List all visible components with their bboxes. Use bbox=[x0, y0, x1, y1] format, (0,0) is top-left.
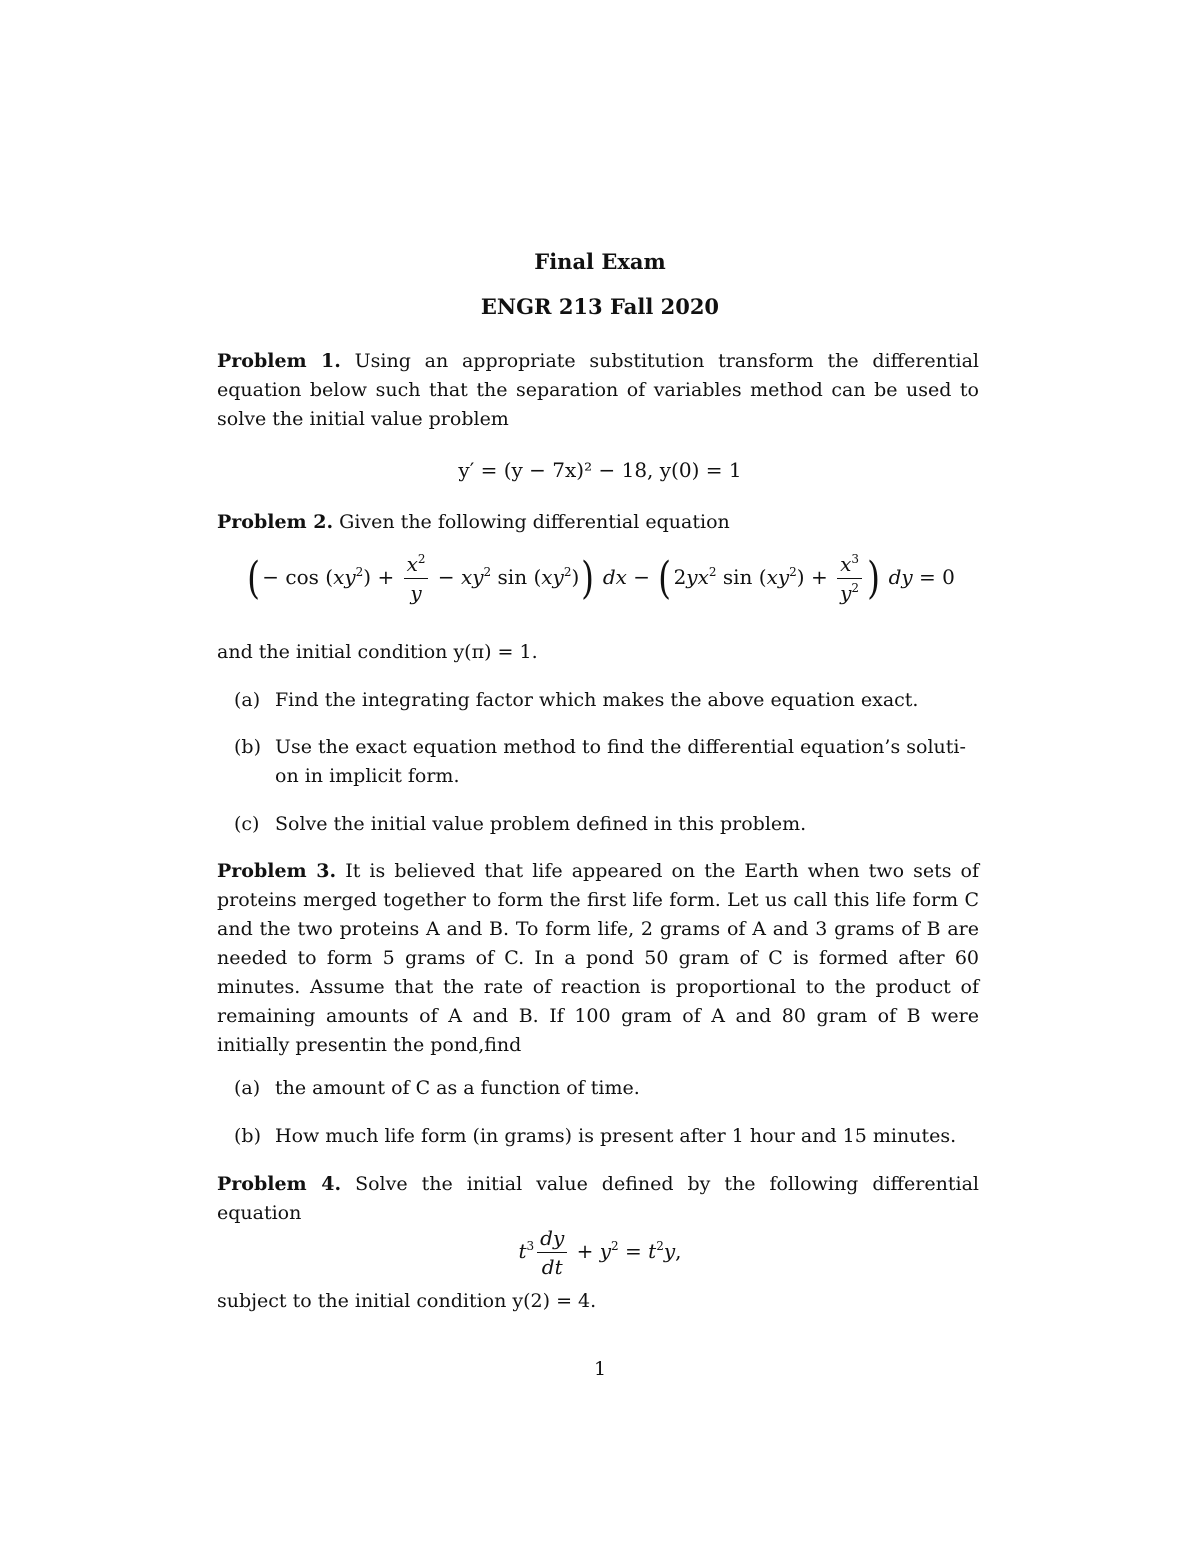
problem-1-body: Using an appropriate substitution transform the differential equation below such that the separation of variables method can be used to solve the initial value problem bbox=[217, 350, 979, 430]
item-label: (b) bbox=[234, 1125, 261, 1147]
problem-2-item-b bbox=[234, 733, 979, 791]
item-label: (a) bbox=[234, 1077, 261, 1099]
problem-1-label: Problem 1. bbox=[217, 350, 341, 372]
problem-2-condition: and the initial condition y(π) = 1. bbox=[217, 641, 538, 663]
problem-4-equation: $t^3$ $\frac{dy}{dt}$ + $y^2 = t^2y$, bbox=[518, 1226, 682, 1279]
problem-4-label: Problem 4. bbox=[217, 1173, 342, 1195]
item-label: (a) bbox=[234, 689, 261, 711]
item-text: the amount of C as a function of time. bbox=[275, 1077, 640, 1099]
problem-2-item-a bbox=[234, 686, 979, 715]
problem-4-condition: subject to the initial condition y(2) = 4. bbox=[217, 1290, 597, 1312]
problem-3-body: It is believed that life appeared on the Earth when two sets of proteins merged together to form the first life form. Let us call this life form C and the two proteins A and B. To form life, 2 grams of A and 3 grams of B are needed to form 5 grams of C. In a pond 50 gram of C is formed after 60 minutes. Assume that the rate of reaction is proportional to the product of remaining amounts of A and B. If 100 gram of A and 80 gram of B were initially presentin the pond,find bbox=[217, 860, 979, 1056]
item-label: (c) bbox=[234, 813, 260, 835]
item-text: Find the integrating factor which makes the above equation exact. bbox=[275, 689, 919, 711]
course-title: ENGR 213 Fall 2020 bbox=[480, 294, 720, 319]
problem-4-text bbox=[217, 1170, 979, 1228]
exam-title: Final Exam bbox=[534, 249, 666, 274]
problem-4-body: Solve the initial value defined by the following differential equation bbox=[217, 1173, 979, 1224]
item-text: Use the exact equation method to find the differential equation’s soluti-on in implicit form. bbox=[275, 736, 966, 787]
problem-2-label: Problem 2. bbox=[217, 511, 334, 533]
item-text: Solve the initial value problem defined in this problem. bbox=[275, 813, 807, 835]
problem-3-label: Problem 3. bbox=[217, 860, 337, 882]
problem-2-equation: ( − $\cos (xy^2)$ + $\frac{x^2}{y}$ − $xy^2$ $\sin (xy^2)$) dx − ( $2yx^2$ $\sin (xy^2)$ + $\frac{x^3}{y^2}$ ) dy = 0 bbox=[247, 552, 955, 605]
problem-2-text bbox=[217, 508, 979, 537]
problem-3-text bbox=[217, 857, 979, 1060]
page-number: 1 bbox=[593, 1358, 607, 1380]
item-label: (b) bbox=[234, 736, 261, 758]
problem-1-text bbox=[217, 347, 979, 434]
problem-3-item-a bbox=[234, 1074, 979, 1103]
problem-3-item-b bbox=[234, 1122, 979, 1151]
problem-2-item-c bbox=[234, 810, 979, 839]
item-text: How much life form (in grams) is present after 1 hour and 15 minutes. bbox=[275, 1125, 957, 1147]
problem-1-equation: y′ = (y − 7x)² − 18, y(0) = 1 bbox=[458, 458, 742, 482]
problem-2-body: Given the following differential equation bbox=[339, 511, 730, 533]
